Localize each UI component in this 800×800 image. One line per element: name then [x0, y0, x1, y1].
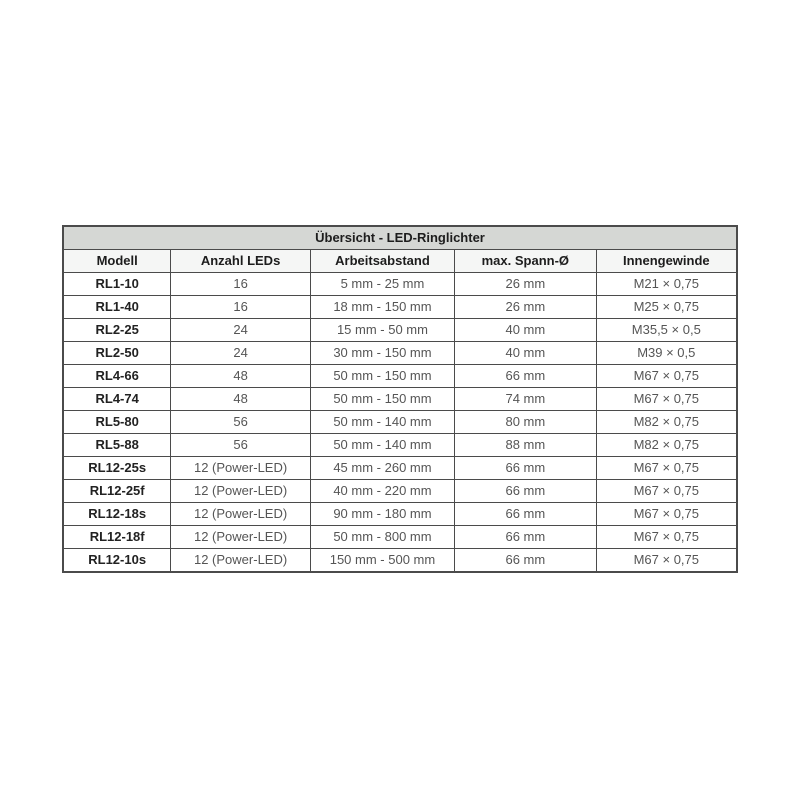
cell-innengewinde: M21 × 0,75 — [596, 273, 737, 296]
cell-max-spann: 66 mm — [455, 526, 597, 549]
cell-arbeitsabstand: 45 mm - 260 mm — [310, 457, 454, 480]
cell-modell: RL5-80 — [63, 411, 171, 434]
cell-innengewinde: M39 × 0,5 — [596, 342, 737, 365]
led-ringlight-overview-table-container — [62, 225, 738, 573]
table-row — [63, 342, 737, 365]
cell-max-spann: 26 mm — [455, 296, 597, 319]
cell-max-spann: 26 mm — [455, 273, 597, 296]
table-row — [63, 434, 737, 457]
table-header-row — [63, 250, 737, 273]
cell-modell: RL5-88 — [63, 434, 171, 457]
cell-anzahl-leds: 12 (Power-LED) — [171, 457, 311, 480]
cell-anzahl-leds: 16 — [171, 273, 311, 296]
table-row — [63, 549, 737, 573]
table-row — [63, 388, 737, 411]
cell-anzahl-leds: 56 — [171, 411, 311, 434]
cell-anzahl-leds: 12 (Power-LED) — [171, 549, 311, 573]
table-row — [63, 273, 737, 296]
cell-max-spann: 66 mm — [455, 365, 597, 388]
cell-max-spann: 40 mm — [455, 342, 597, 365]
cell-arbeitsabstand: 50 mm - 150 mm — [310, 388, 454, 411]
column-header-innengewinde: Innengewinde — [596, 250, 737, 273]
column-header-modell: Modell — [63, 250, 171, 273]
cell-modell: RL4-74 — [63, 388, 171, 411]
cell-innengewinde: M35,5 × 0,5 — [596, 319, 737, 342]
cell-arbeitsabstand: 50 mm - 150 mm — [310, 365, 454, 388]
cell-innengewinde: M67 × 0,75 — [596, 457, 737, 480]
cell-max-spann: 66 mm — [455, 549, 597, 573]
cell-max-spann: 40 mm — [455, 319, 597, 342]
table-row — [63, 296, 737, 319]
cell-modell: RL1-40 — [63, 296, 171, 319]
cell-arbeitsabstand: 30 mm - 150 mm — [310, 342, 454, 365]
cell-modell: RL12-18f — [63, 526, 171, 549]
cell-arbeitsabstand: 18 mm - 150 mm — [310, 296, 454, 319]
table-row — [63, 365, 737, 388]
cell-modell: RL1-10 — [63, 273, 171, 296]
cell-modell: RL4-66 — [63, 365, 171, 388]
cell-innengewinde: M67 × 0,75 — [596, 503, 737, 526]
cell-anzahl-leds: 24 — [171, 342, 311, 365]
cell-modell: RL12-25s — [63, 457, 171, 480]
column-header-anzahl-leds: Anzahl LEDs — [171, 250, 311, 273]
cell-innengewinde: M67 × 0,75 — [596, 365, 737, 388]
cell-arbeitsabstand: 50 mm - 800 mm — [310, 526, 454, 549]
cell-arbeitsabstand: 50 mm - 140 mm — [310, 434, 454, 457]
table-title: Übersicht - LED-Ringlichter — [63, 226, 737, 250]
cell-max-spann: 74 mm — [455, 388, 597, 411]
cell-arbeitsabstand: 150 mm - 500 mm — [310, 549, 454, 573]
cell-max-spann: 88 mm — [455, 434, 597, 457]
cell-anzahl-leds: 12 (Power-LED) — [171, 503, 311, 526]
table-row — [63, 457, 737, 480]
cell-innengewinde: M82 × 0,75 — [596, 411, 737, 434]
table-row — [63, 503, 737, 526]
cell-modell: RL12-10s — [63, 549, 171, 573]
table-title-row — [63, 226, 737, 250]
column-header-arbeitsabstand: Arbeitsabstand — [310, 250, 454, 273]
cell-anzahl-leds: 16 — [171, 296, 311, 319]
cell-max-spann: 66 mm — [455, 457, 597, 480]
cell-anzahl-leds: 48 — [171, 388, 311, 411]
cell-modell: RL2-25 — [63, 319, 171, 342]
cell-modell: RL12-25f — [63, 480, 171, 503]
cell-anzahl-leds: 56 — [171, 434, 311, 457]
cell-anzahl-leds: 12 (Power-LED) — [171, 526, 311, 549]
table-row — [63, 526, 737, 549]
cell-arbeitsabstand: 15 mm - 50 mm — [310, 319, 454, 342]
cell-innengewinde: M67 × 0,75 — [596, 480, 737, 503]
led-ringlight-overview-table — [62, 225, 738, 573]
cell-anzahl-leds: 12 (Power-LED) — [171, 480, 311, 503]
table-row — [63, 319, 737, 342]
cell-max-spann: 80 mm — [455, 411, 597, 434]
cell-innengewinde: M67 × 0,75 — [596, 388, 737, 411]
cell-modell: RL12-18s — [63, 503, 171, 526]
table-row — [63, 411, 737, 434]
table-row — [63, 480, 737, 503]
cell-innengewinde: M82 × 0,75 — [596, 434, 737, 457]
cell-arbeitsabstand: 40 mm - 220 mm — [310, 480, 454, 503]
cell-anzahl-leds: 24 — [171, 319, 311, 342]
cell-anzahl-leds: 48 — [171, 365, 311, 388]
cell-arbeitsabstand: 5 mm - 25 mm — [310, 273, 454, 296]
cell-max-spann: 66 mm — [455, 480, 597, 503]
cell-innengewinde: M67 × 0,75 — [596, 526, 737, 549]
cell-innengewinde: M67 × 0,75 — [596, 549, 737, 573]
cell-innengewinde: M25 × 0,75 — [596, 296, 737, 319]
cell-modell: RL2-50 — [63, 342, 171, 365]
column-header-max-spann: max. Spann-Ø — [455, 250, 597, 273]
cell-arbeitsabstand: 50 mm - 140 mm — [310, 411, 454, 434]
cell-max-spann: 66 mm — [455, 503, 597, 526]
cell-arbeitsabstand: 90 mm - 180 mm — [310, 503, 454, 526]
